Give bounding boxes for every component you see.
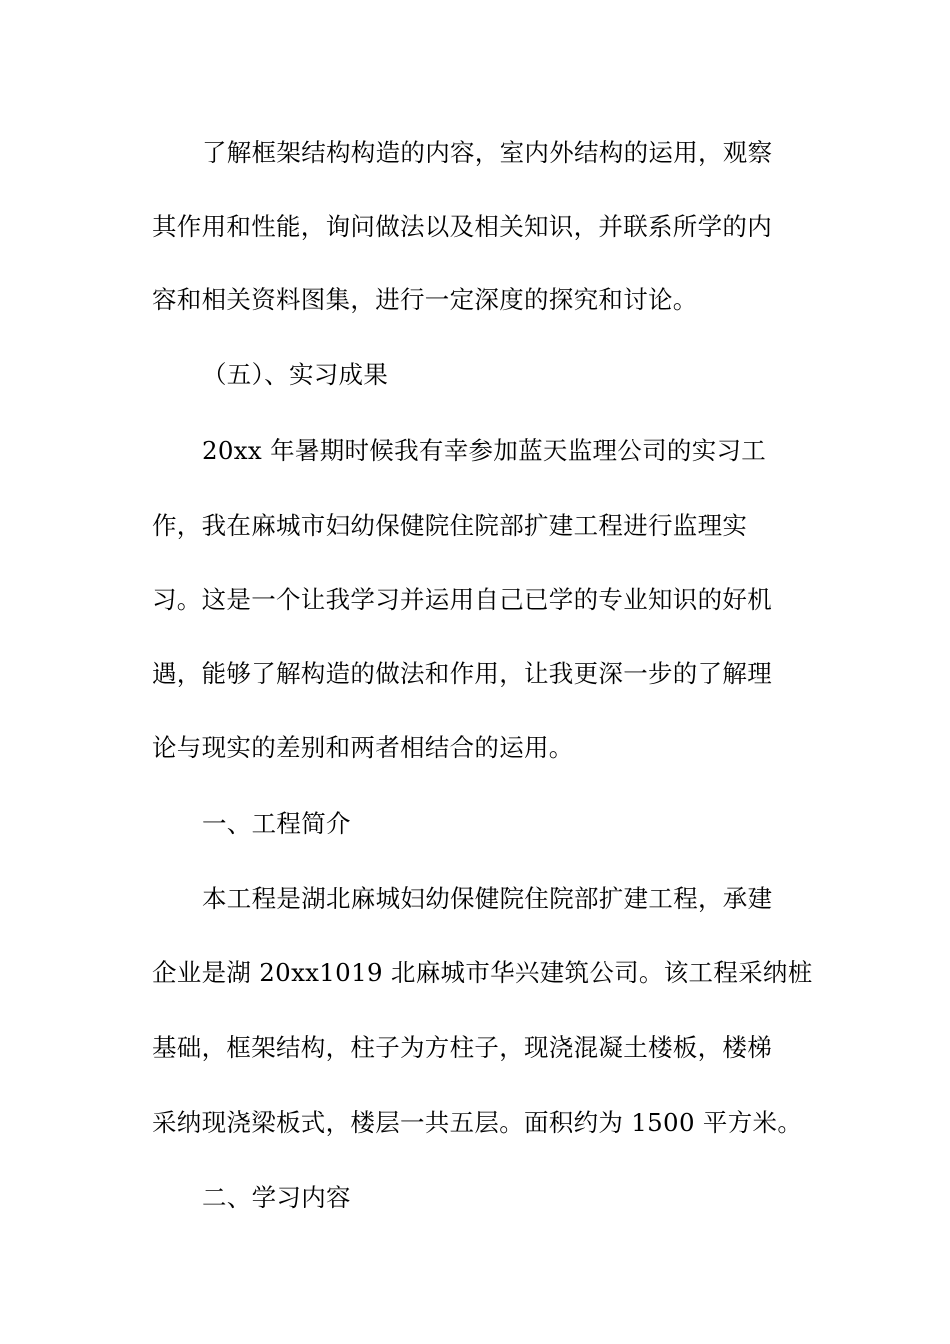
paragraph-line: 习。这是一个让我学习并运用自己已学的专业知识的好机 (152, 585, 772, 614)
section-heading: 一、工程简介 (202, 809, 351, 838)
paragraph-line: 本工程是湖北麻城妇幼保健院住院部扩建工程，承建 (202, 884, 773, 913)
paragraph-line: 基础，框架结构，柱子为方柱子，现浇混凝土楼板，楼梯 (152, 1033, 772, 1062)
paragraph-line: 论与现实的差别和两者相结合的运用。 (152, 733, 574, 762)
section-heading: 二、学习内容 (202, 1183, 351, 1212)
paragraph-line: 20xx 年暑期时候我有幸参加蓝天监理公司的实习工 (202, 436, 767, 465)
section-heading: （五）、实习成果 (202, 360, 389, 389)
paragraph-line: 遇，能够了解构造的做法和作用，让我更深一步的了解理 (152, 659, 772, 688)
paragraph-line: 容和相关资料图集，进行一定深度的探究和讨论。 (152, 285, 698, 314)
paragraph-line: 企业是湖 20xx1019 北麻城市华兴建筑公司。该工程采纳桩 (152, 958, 813, 987)
paragraph-line: 其作用和性能，询问做法以及相关知识，并联系所学的内 (152, 212, 772, 241)
paragraph-line: 采纳现浇梁板式，楼层一共五层。面积约为 1500 平方米。 (152, 1108, 803, 1137)
paragraph-line: 了解框架结构构造的内容，室内外结构的运用，观察 (202, 138, 773, 167)
paragraph-line: 作，我在麻城市妇幼保健院住院部扩建工程进行监理实 (152, 511, 748, 540)
